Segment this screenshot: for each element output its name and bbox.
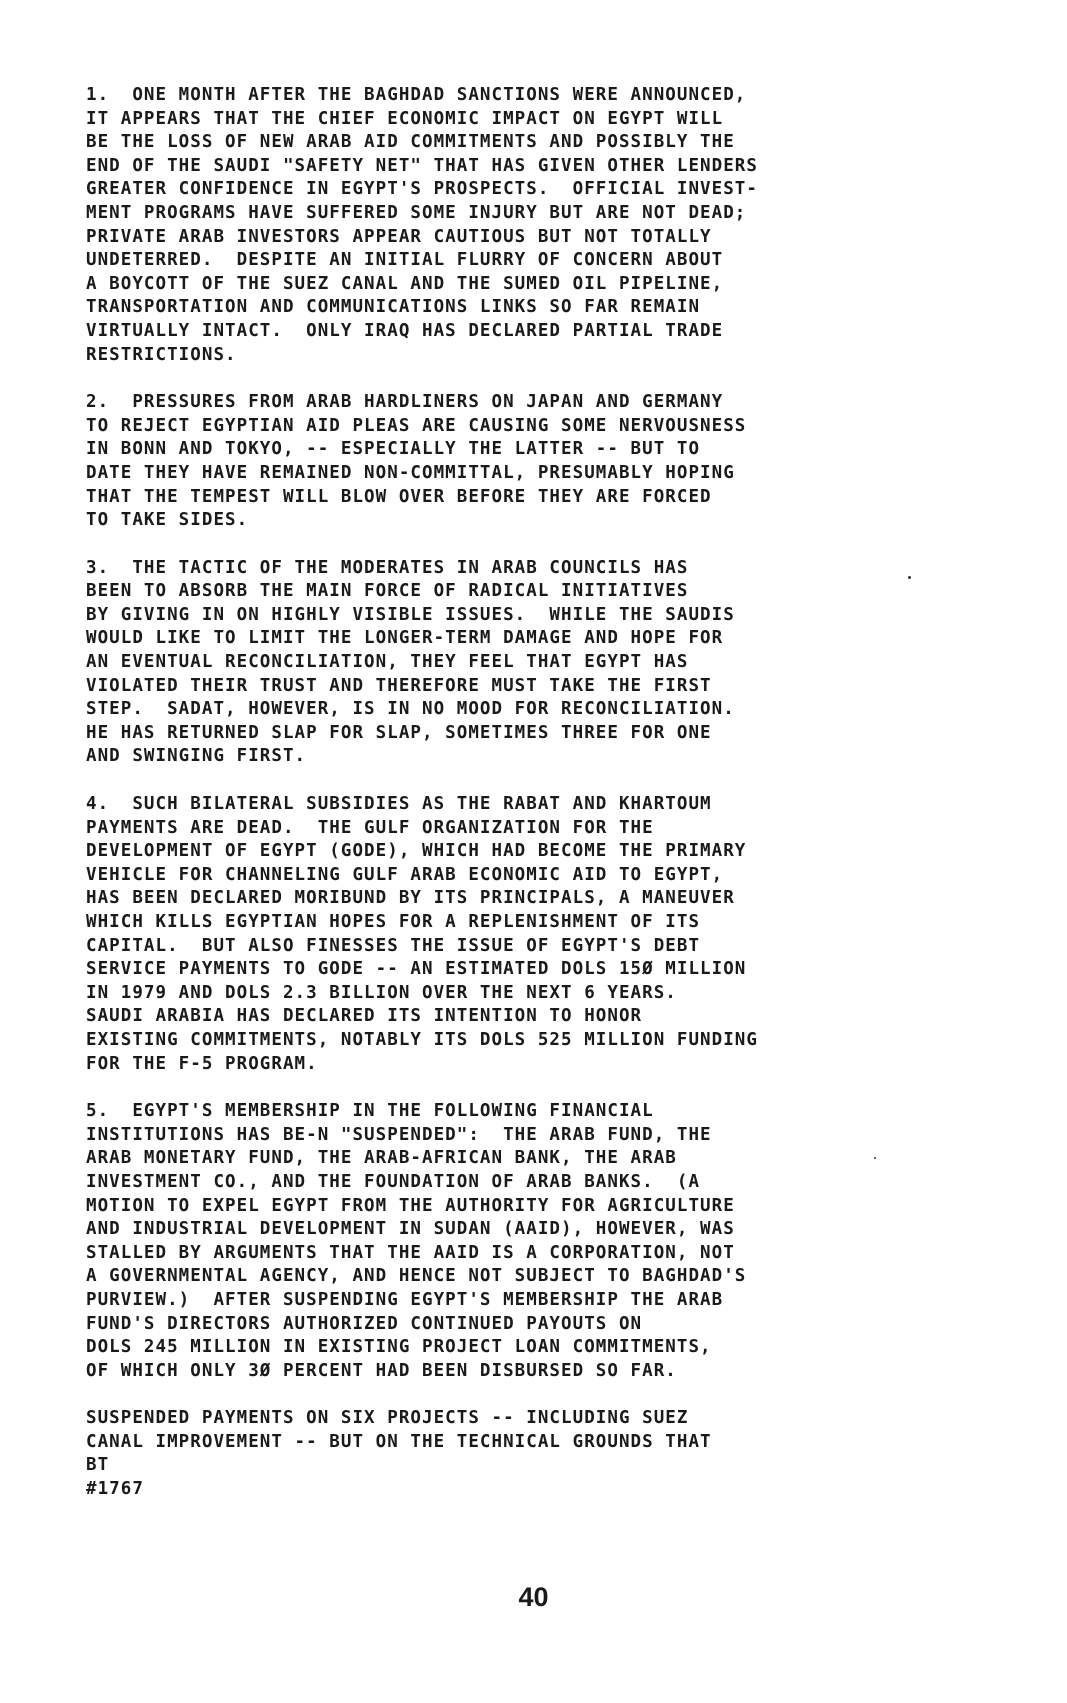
text-line: WOULD LIKE TO LIMIT THE LONGER-TERM DAMAGE AND HOPE FOR [86,628,724,649]
text-line: FOR THE F-5 PROGRAM. [86,1053,318,1074]
text-line: OF WHICH ONLY 3Ø PERCENT HAD BEEN DISBURSED SO FAR. [86,1360,677,1381]
text-line: HE HAS RETURNED SLAP FOR SLAP, SOMETIMES THREE FOR ONE [86,722,712,743]
paragraph-6 [86,1407,986,1501]
text-line: 4. SUCH BILATERAL SUBSIDIES AS THE RABAT AND KHARTOUM [86,794,712,815]
text-line: BEEN TO ABSORB THE MAIN FORCE OF RADICAL INITIATIVES [86,581,689,602]
text-line: END OF THE SAUDI "SAFETY NET" THAT HAS GIVEN OTHER LENDERS [86,155,758,176]
text-line: HAS BEEN DECLARED MORIBUND BY ITS PRINCIPALS, A MANEUVER [86,888,735,909]
text-line: SAUDI ARABIA HAS DECLARED ITS INTENTION TO HONOR [86,1006,643,1027]
text-line: 1. ONE MONTH AFTER THE BAGHDAD SANCTIONS WERE ANNOUNCED, [86,85,747,105]
paragraph-3 [86,557,986,769]
text-line: INVESTMENT CO., AND THE FOUNDATION OF ARAB BANKS. (A [86,1171,701,1192]
text-line: 2. PRESSURES FROM ARAB HARDLINERS ON JAPAN AND GERMANY [86,392,724,413]
text-line: PRIVATE ARAB INVESTORS APPEAR CAUTIOUS BUT NOT TOTALLY [86,226,712,247]
text-line: SERVICE PAYMENTS TO GODE -- AN ESTIMATED DOLS 15Ø MILLION [86,959,747,980]
text-line: DATE THEY HAVE REMAINED NON-COMMITTAL, PRESUMABLY HOPING [86,462,735,483]
text-line: A BOYCOTT OF THE SUEZ CANAL AND THE SUMED OIL PIPELINE, [86,273,724,294]
text-line: INSTITUTIONS HAS BE-N "SUSPENDED": THE ARAB FUND, THE [86,1124,712,1145]
text-line: SUSPENDED PAYMENTS ON SIX PROJECTS -- INCLUDING SUEZ [86,1408,689,1429]
text-line: 3. THE TACTIC OF THE MODERATES IN ARAB COUNCILS HAS [86,557,689,578]
scan-speck [908,576,911,579]
text-line: CANAL IMPROVEMENT -- BUT ON THE TECHNICAL GROUNDS THAT [86,1431,712,1452]
text-line: FUND'S DIRECTORS AUTHORIZED CONTINUED PAYOUTS ON [86,1313,643,1334]
message-number: #1767 [86,1479,144,1500]
text-line: BE THE LOSS OF NEW ARAB AID COMMITMENTS AND POSSIBLY THE [86,132,735,153]
text-line: TO REJECT EGYPTIAN AID PLEAS ARE CAUSING SOME NERVOUSNESS [86,415,747,436]
text-line: TO TAKE SIDES. [86,510,249,531]
paragraph-5 [86,1100,986,1383]
text-line: WHICH KILLS EGYPTIAN HOPES FOR A REPLENISHMENT OF ITS [86,912,701,932]
scan-speck [874,1157,876,1159]
text-line: CAPITAL. BUT ALSO FINESSES THE ISSUE OF EGYPT'S DEBT [86,935,701,956]
end-marker-bt: BT [86,1455,110,1476]
text-line: IN BONN AND TOKYO, -- ESPECIALLY THE LATTER -- BUT TO [86,439,701,460]
text-line: STALLED BY ARGUMENTS THAT THE AAID IS A CORPORATION, NOT [86,1242,735,1263]
text-line: TRANSPORTATION AND COMMUNICATIONS LINKS SO FAR REMAIN [86,297,701,318]
document-body [86,84,986,1526]
text-line: IN 1979 AND DOLS 2.3 BILLION OVER THE NEXT 6 YEARS. [86,982,677,1003]
text-line: VIOLATED THEIR TRUST AND THEREFORE MUST TAKE THE FIRST [86,675,712,696]
text-line: PAYMENTS ARE DEAD. THE GULF ORGANIZATION FOR THE [86,817,654,838]
text-line: DEVELOPMENT OF EGYPT (GODE), WHICH HAD BECOME THE PRIMARY [86,841,747,862]
text-line: BY GIVING IN ON HIGHLY VISIBLE ISSUES. WHILE THE SAUDIS [86,604,735,625]
text-line: AN EVENTUAL RECONCILIATION, THEY FEEL THAT EGYPT HAS [86,652,689,673]
text-line: IT APPEARS THAT THE CHIEF ECONOMIC IMPACT ON EGYPT WILL [86,108,724,129]
paragraph-4 [86,793,986,1076]
text-line: 5. EGYPT'S MEMBERSHIP IN THE FOLLOWING FINANCIAL [86,1101,654,1122]
text-line: STEP. SADAT, HOWEVER, IS IN NO MOOD FOR RECONCILIATION. [86,699,735,720]
text-line: EXISTING COMMITMENTS, NOTABLY ITS DOLS 525 MILLION FUNDING [86,1029,758,1050]
text-line: GREATER CONFIDENCE IN EGYPT'S PROSPECTS. OFFICIAL INVEST- [86,179,758,200]
text-line: RESTRICTIONS. [86,344,237,365]
text-line: AND SWINGING FIRST. [86,746,307,767]
text-line: ARAB MONETARY FUND, THE ARAB-AFRICAN BANK, THE ARAB [86,1148,677,1169]
text-line: PURVIEW.) AFTER SUSPENDING EGYPT'S MEMBERSHIP THE ARAB [86,1289,724,1310]
text-line: UNDETERRED. DESPITE AN INITIAL FLURRY OF CONCERN ABOUT [86,250,724,271]
text-line: AND INDUSTRIAL DEVELOPMENT IN SUDAN (AAID), HOWEVER, WAS [86,1219,735,1240]
text-line: DOLS 245 MILLION IN EXISTING PROJECT LOAN COMMITMENTS, [86,1337,712,1358]
text-line: MENT PROGRAMS HAVE SUFFERED SOME INJURY BUT ARE NOT DEAD; [86,202,747,223]
paragraph-1 [86,84,986,367]
text-line: MOTION TO EXPEL EGYPT FROM THE AUTHORITY FOR AGRICULTURE [86,1195,735,1216]
text-line: VEHICLE FOR CHANNELING GULF ARAB ECONOMIC AID TO EGYPT, [86,864,724,885]
page-number: 40 [518,1582,549,1612]
text-line: THAT THE TEMPEST WILL BLOW OVER BEFORE THEY ARE FORCED [86,486,712,507]
text-line: VIRTUALLY INTACT. ONLY IRAQ HAS DECLARED PARTIAL TRADE [86,320,724,341]
text-line: A GOVERNMENTAL AGENCY, AND HENCE NOT SUBJECT TO BAGHDAD'S [86,1266,747,1287]
paragraph-2 [86,391,986,533]
